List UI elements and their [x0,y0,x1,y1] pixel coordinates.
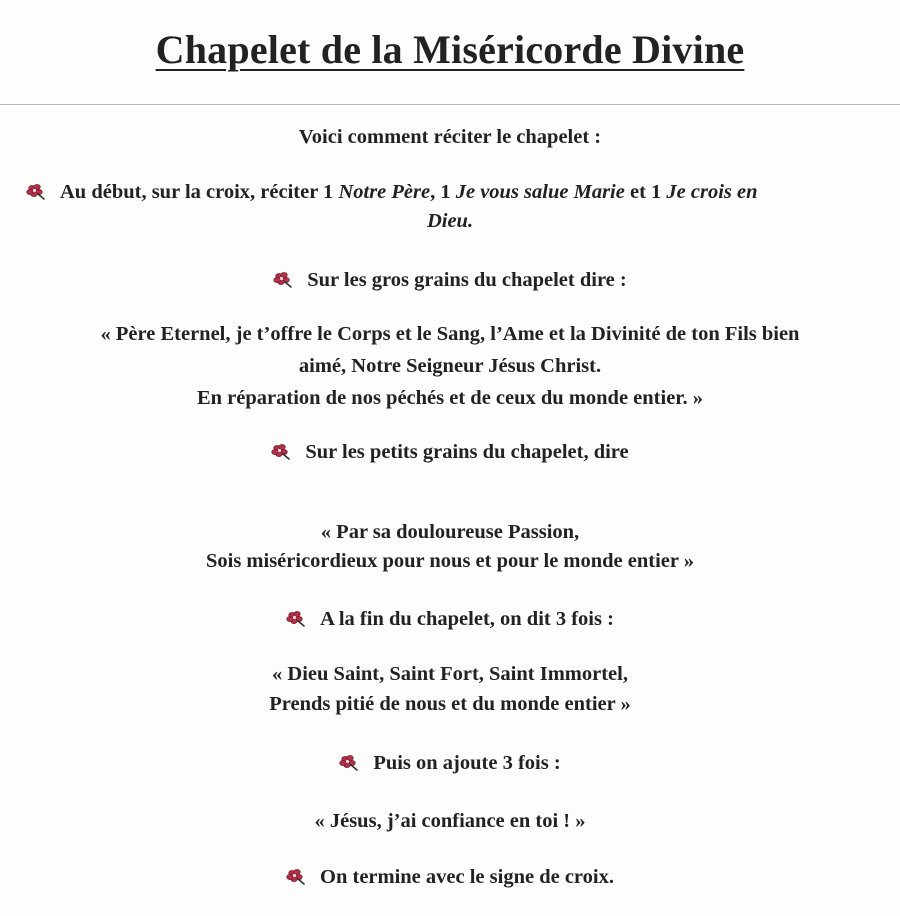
step-then: Puis on ajoute 3 fois : [0,749,900,778]
step-end: A la fin du chapelet, on dit 3 fois : [0,605,900,634]
flower-bullet-icon [286,610,306,628]
flower-bullet-icon [26,183,46,201]
page-title-text: Chapelet de la Miséricorde Divine [155,27,745,72]
step-start-continued: Dieu. [426,210,474,232]
step-small-beads: Sur les petits grains du chapelet, dire [0,438,900,467]
small-beads-prayer-line-2: Sois miséricordieux pour nous et pour le monde entier » [205,550,695,572]
flower-bullet-icon [286,868,306,886]
intro-text: Voici comment réciter le chapelet : [298,126,602,148]
flower-bullet-icon [273,271,293,289]
flower-bullet-icon [339,754,359,772]
big-beads-prayer-line-3: En réparation de nos péchés et de ceux du monde entier. » [196,387,704,409]
then-prayer: « Jésus, j’ai confiance en toi ! » [314,810,586,832]
big-beads-prayer-line-1: « Père Eternel, je t’offre le Corps et le Sang, l’Ame et la Divinité de ton Fils bien [100,323,800,345]
end-prayer-line-1: « Dieu Saint, Saint Fort, Saint Immortel, [272,663,628,685]
flower-bullet-icon [271,443,291,461]
page-title [0,26,900,73]
big-beads-prayer-line-2: aimé, Notre Seigneur Jésus Christ. [298,355,602,377]
step-start: Au début, sur la croix, réciter 1 Notre Père, 1 Je vous salue Marie et 1 Je crois en [26,178,758,207]
step-big-beads: Sur les gros grains du chapelet dire : [0,266,900,295]
header-divider [0,104,900,105]
small-beads-prayer-line-1: « Par sa douloureuse Passion, [320,521,580,543]
end-prayer-line-2: Prends pitié de nous et du monde entier » [269,693,631,715]
step-finish: On termine avec le signe de croix. [0,863,900,892]
